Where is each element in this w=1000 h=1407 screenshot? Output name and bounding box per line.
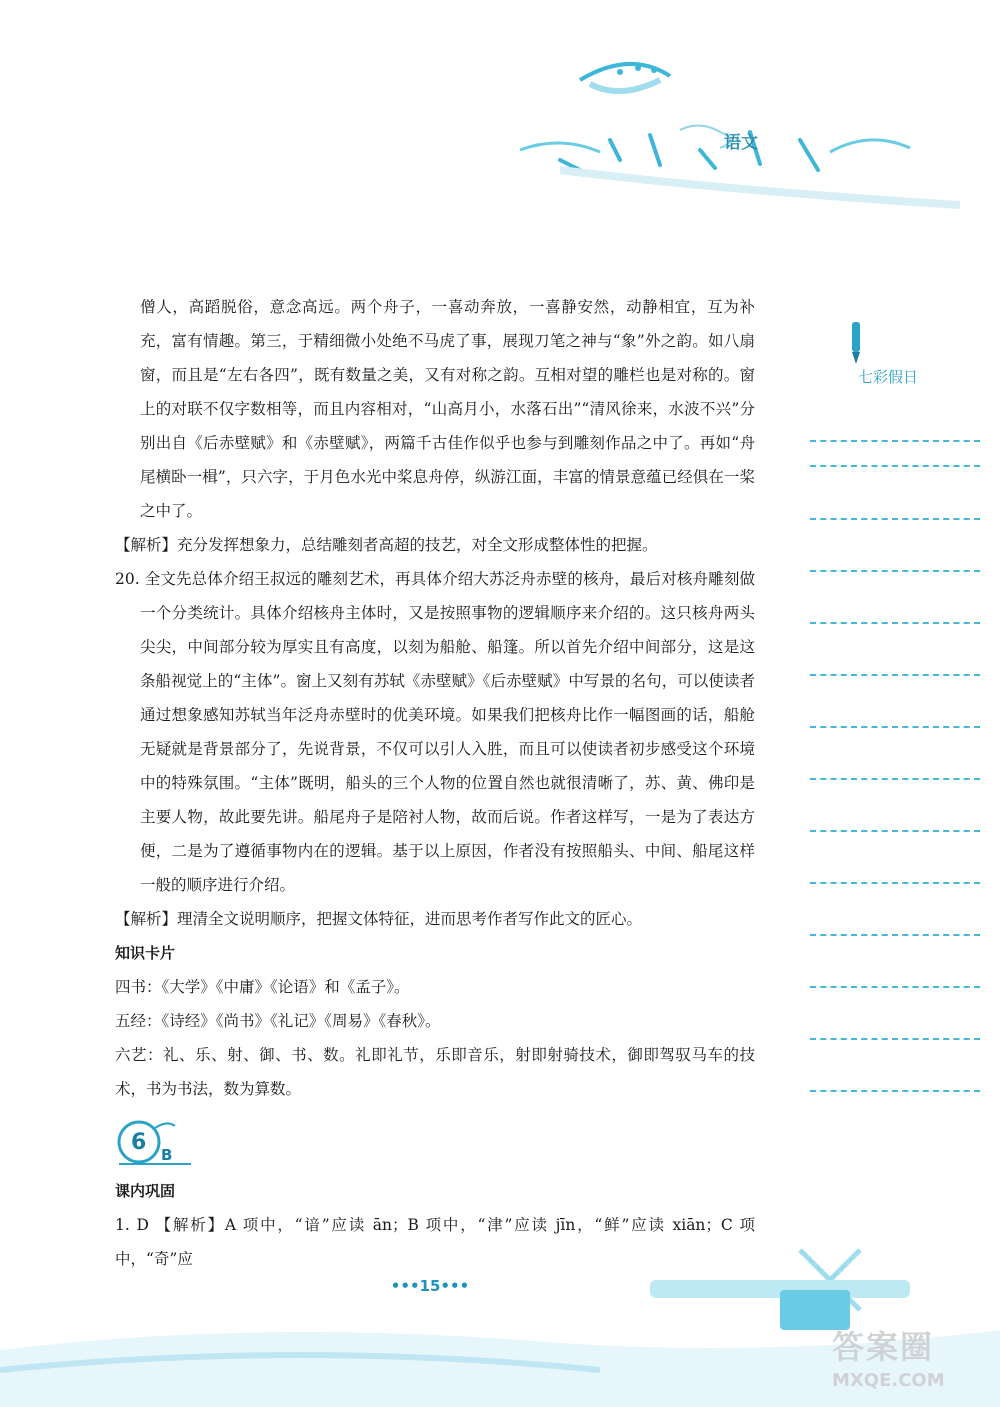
note-line xyxy=(810,622,980,624)
analysis-note: 【解析】理清全文说明顺序，把握文体特征，进而思考作者写作此文的匠心。 xyxy=(115,910,643,928)
note-line xyxy=(810,465,980,467)
knowledge-line: 五经：《诗经》《尚书》《礼记》《周易》《春秋》。 xyxy=(115,1012,441,1030)
watermark-url: MXQE.COM xyxy=(832,1370,945,1391)
knowledge-line: 六艺：礼、乐、射、御、书、数。礼即礼节，乐即音乐，射即射骑技术，御即驾驭马车的技术，书为书法，数为算数。 xyxy=(115,1046,755,1098)
notes-sidebar xyxy=(810,310,990,1250)
knowledge-card-title: 知识卡片 xyxy=(115,944,176,962)
analysis-note: 【解析】充分发挥想象力，总结雕刻者高超的技艺，对全文形成整体性的把握。 xyxy=(115,536,658,554)
lesson-badge xyxy=(115,1116,195,1168)
note-line xyxy=(810,440,980,442)
note-line xyxy=(810,882,980,884)
page-number: •••15••• xyxy=(390,1277,470,1295)
subject-label: 语文 xyxy=(724,133,758,153)
knowledge-line: 四书：《大学》《中庸》《论语》和《孟子》。 xyxy=(115,978,410,996)
note-line xyxy=(810,726,980,728)
answer-20: 20. 全文先总体介绍王叔远的雕刻艺术，再具体介绍大苏泛舟赤壁的核舟，最后对核舟雕刻做一个分类统计。具体介绍核舟主体时，又是按照事物的逻辑顺序来介绍的。这只核舟两头尖尖，中间部分较为厚实且有高度，以刻为船舱、船篷。所以首先介绍中间部分，这是这条船视觉上的“主体”。窗上又刻有苏轼《赤壁赋》《后赤壁赋》中写景的名句，可以使读者通过想象感知苏轼当年泛舟赤壁时的优美环境。如果我们把核舟比作一幅图画的话，船舱无疑就是背景部分了，先说背景，不仅可以引人入胜，而且可以使读者初步感受这个环境中的特殊氛围。“主体”既明，船头的三个人物的位置自然也就很清晰了，苏、黄、佛印是主要人物，故此要先讲。船尾舟子是陪衬人物，故而后说。作者这样写，一是为了表达方便，二是为了遵循事物内在的逻辑。基于以上原因，作者没有按照船头、中间、船尾这样一般的顺序进行介绍。 xyxy=(115,570,755,894)
side-brand: 七彩假日 xyxy=(858,368,919,386)
note-line xyxy=(810,674,980,676)
note-line xyxy=(810,778,980,780)
note-line xyxy=(810,1038,980,1040)
watermark: 答案圈 xyxy=(832,1328,935,1366)
note-line xyxy=(810,830,980,832)
lesson-part: B xyxy=(161,1146,173,1164)
main-content xyxy=(115,290,755,1276)
note-line xyxy=(810,986,980,988)
answer-1: 1. D 【解析】A 项中，“谙”应读 ān；B 项中，“津”应读 jīn，“鲜”应读 xiān；C 项中，“奇”应 xyxy=(115,1216,755,1268)
lesson-number: 6 xyxy=(131,1130,147,1155)
note-line xyxy=(810,1090,980,1092)
pen-icon xyxy=(846,320,866,366)
lesson-badge-icon xyxy=(115,1116,195,1168)
note-line xyxy=(810,518,980,520)
note-line xyxy=(810,934,980,936)
note-line xyxy=(810,570,980,572)
paragraph: 僧人，高蹈脱俗，意念高远。两个舟子，一喜动奔放，一喜静安然，动静相宜，互为补充，富有情趣。第三，于精细微小处绝不马虎了事，展现刀笔之神与“象”外之韵。如八扇窗，而且是“左右各四”，既有数量之美，又有对称之韵。互相对望的雕栏也是对称的。窗上的对联不仅字数相等，而且内容相对，“山高月小，水落石出”“清风徐来，水波不兴”分别出自《后赤壁赋》和《赤壁赋》，两篇千古佳作似乎也参与到雕刻作品之中了。再如“舟尾横卧一楫”，只六字，于月色水光中桨息舟停，纵游江面，丰富的情景意蕴已经俱在一桨之中了。 xyxy=(140,298,755,520)
section-title: 课内巩固 xyxy=(115,1182,176,1200)
